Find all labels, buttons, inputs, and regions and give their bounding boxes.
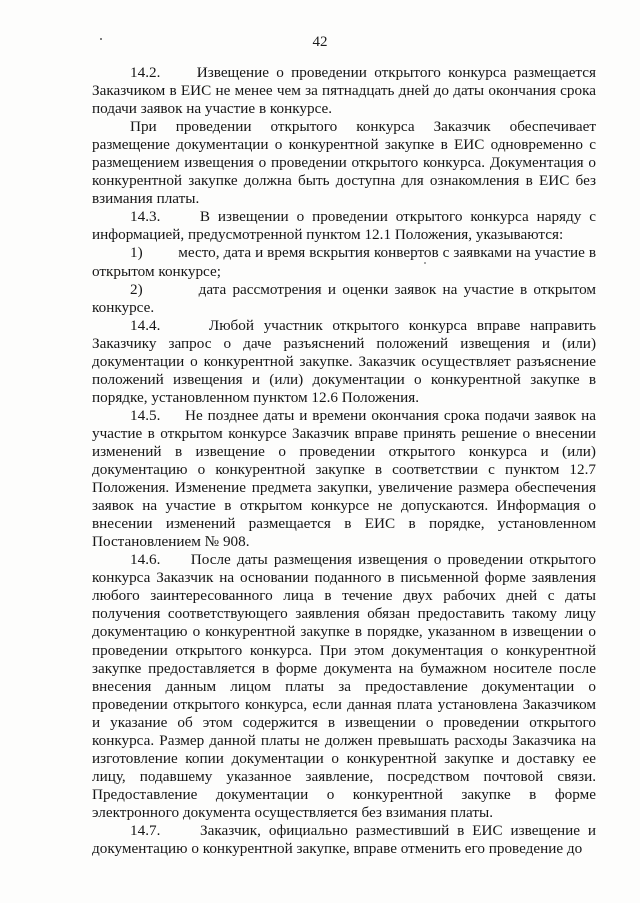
paragraph-14-3: 14.3. В извещении о проведении открытого конкурса наряду с информацией, предусмотренной пунктом 12.1 Положения, указываются: bbox=[92, 208, 596, 244]
paragraph-14-4: 14.4. Любой участник открытого конкурса вправе направить Заказчику запрос о даче разъяснений положений извещения и (или) документации о конкурентной закупке. Заказчик осуществляет разъяснение положений извещения и (или) документации о конкурентной закупке в порядке, установленном пунктом 12.6 Положения. bbox=[92, 316, 596, 406]
page-number: 42 bbox=[312, 34, 328, 50]
paragraph-14-6: 14.6. После даты размещения извещения о проведении открытого конкурса Заказчик на основании поданного в письменной форме заявления любого заинтересованного лица в течение двух рабочих дней с даты получения соответствующего заявления обязан предоставить такому лицу документацию о конкурентной закупке в порядке, указанном в извещении о проведении открытого конкурса. При этом документация о конкурентной закупке предоставляется в форме документа на бумажном носителе после внесения данным лицом платы за предоставление документации о проведении открытого конкурса, если данная плата установлена Заказчиком и указание об этом содержится в извещении о проведении открытого конкурса. Размер данной платы не должен превышать расходы Заказчика на изготовление копии документации о конкурентной закупке и доставку ее лицу, подавшему указанное заявление, посредством почтовой связи. Предоставление документации о конкурентной закупке в форме электронного документа осуществляется без взимания платы. bbox=[92, 551, 596, 821]
paragraph-14-5: 14.5. Не позднее даты и времени окончания срока подачи заявок на участие в открытом конкурсе Заказчик вправе принять решение о внесении изменений в извещение о проведении открытого конкурса и (или) документацию о конкурентной закупке в соответствии с пунктом 12.7 Положения. Изменение предмета закупки, увеличение размера обеспечения заявок на участие в открытом конкурсе не допускаются. Информация о внесении изменений размещается в ЕИС в порядке, установленном Постановлением № 908. bbox=[92, 406, 596, 551]
paragraph-14-2-continued: При проведении открытого конкурса Заказчик обеспечивает размещение документации о конкурентной закупке в ЕИС одновременно с размещением извещения о проведении открытого конкурса. Документация о конкурентной закупке должна быть доступна для ознакомления в ЕИС без взимания платы. bbox=[92, 118, 596, 208]
list-item-1: 1) место, дата и время вскрытия конвертов с заявками на участие в открытом конкурсе; bbox=[92, 244, 596, 280]
list-item-2: 2) дата рассмотрения и оценки заявок на участие в открытом конкурсе. bbox=[92, 280, 596, 316]
paragraph-14-2: 14.2. Извещение о проведении открытого конкурса размещается Заказчиком в ЕИС не менее чем за пятнадцать дней до даты окончания срока подачи заявок на участие в конкурсе. bbox=[92, 64, 596, 118]
paragraph-14-7: 14.7. Заказчик, официально разместивший в ЕИС извещение и документацию о конкурентной закупке, вправе отменить его проведение до bbox=[92, 821, 596, 858]
document-body bbox=[92, 64, 596, 858]
scan-speck bbox=[424, 262, 426, 264]
scan-speck bbox=[100, 38, 102, 40]
